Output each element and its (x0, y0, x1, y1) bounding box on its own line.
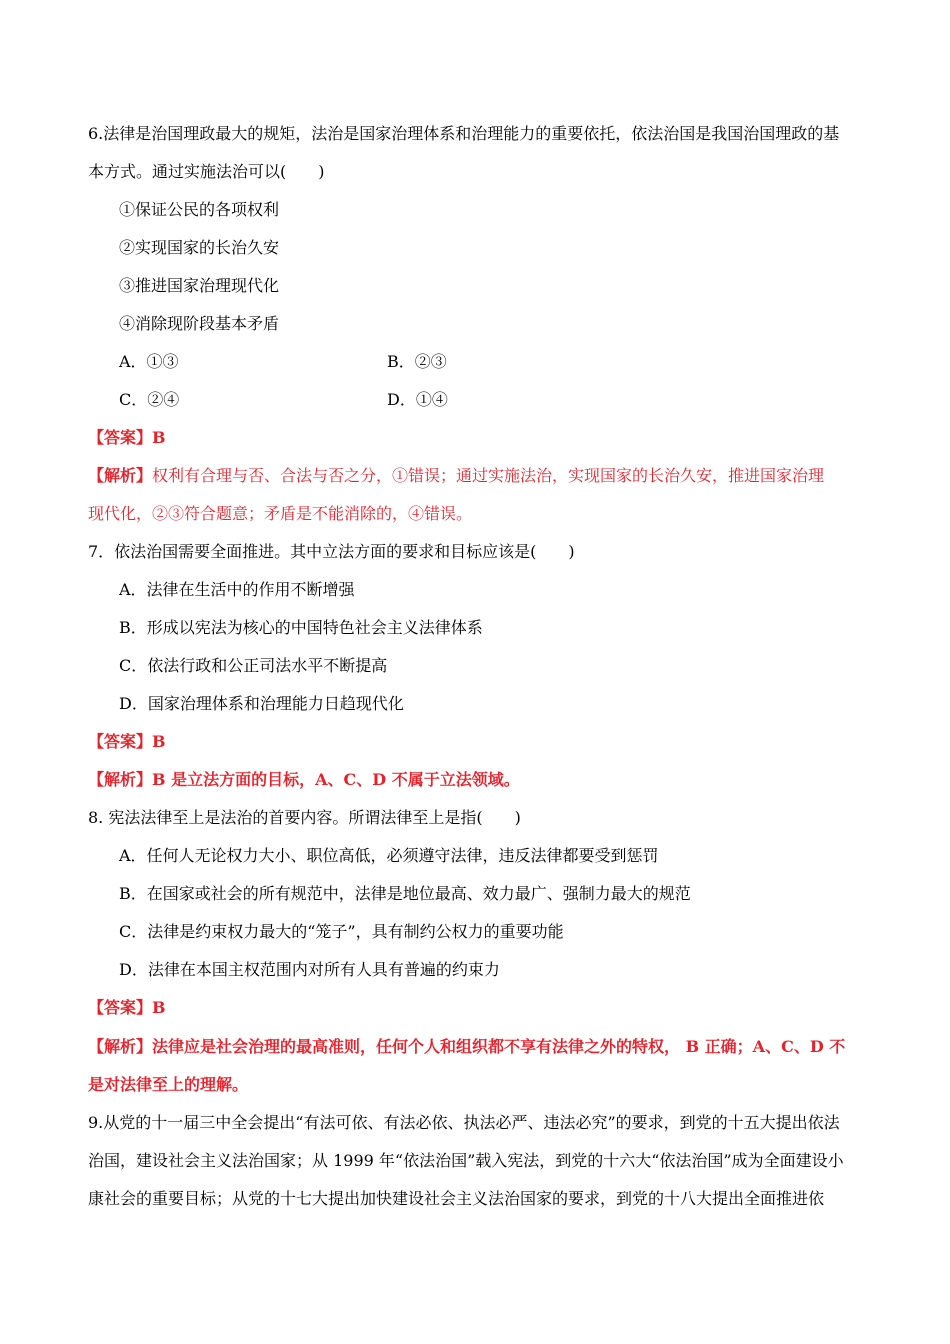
q6-analysis-tag: 【解析】 (88, 466, 153, 485)
q8-stem: 8. 宪法法律至上是法治的首要内容。所谓法律至上是指( ) (88, 808, 521, 827)
q7-stem: 7．依法治国需要全面推进。其中立法方面的要求和目标应该是( ) (88, 542, 575, 561)
q7-option-a: A．法律在生活中的作用不断增强 (119, 580, 355, 599)
q6-item-3: ③推进国家治理现代化 (119, 276, 280, 295)
q8-option-c: C．法律是约束权力最大的“笼子”，具有制约公权力的重要功能 (119, 922, 564, 941)
q6-option-a: A．①③ (119, 352, 179, 371)
q7-answer-value: B (152, 732, 166, 751)
q8-analysis-line2: 是对法律至上的理解。 (88, 1075, 249, 1094)
q6-option-d: D．①④ (387, 390, 448, 409)
q6-analysis-line1 (88, 466, 824, 486)
q6-stem-line2: 本方式。通过实施法治可以( ) (88, 162, 325, 181)
q9-stem-line3: 康社会的重要目标；从党的十七大提出加快建设社会主义法治国家的要求，到党的十八大提出全面推进依 (88, 1189, 825, 1208)
q6-answer-value: B (152, 428, 166, 447)
q6-option-b: B．②③ (387, 352, 447, 371)
q7-analysis-text: B 是立法方面的目标，A、C、D 不属于立法领域。 (152, 770, 520, 789)
q7-answer (88, 732, 166, 752)
q7-option-b: B．形成以宪法为核心的中国特色社会主义法律体系 (119, 618, 483, 637)
q7-analysis-tag: 【解析】 (88, 770, 153, 789)
q6-item-4: ④消除现阶段基本矛盾 (119, 314, 280, 333)
q8-answer-tag: 【答案】 (88, 998, 153, 1017)
q8-analysis-line1 (88, 1037, 845, 1057)
q9-stem-line2: 治国，建设社会主义法治国家；从 1999 年“依法治国”载入宪法，到党的十六大“依法治国”成为全面建设小 (88, 1151, 844, 1170)
q7-answer-tag: 【答案】 (88, 732, 153, 751)
q8-answer (88, 998, 166, 1018)
q8-option-a: A．任何人无论权力大小、职位高低，必须遵守法律，违反法律都要受到惩罚 (119, 846, 659, 865)
q8-answer-value: B (152, 998, 166, 1017)
q7-analysis (88, 770, 520, 790)
q6-analysis-line2: 现代化，②③符合题意；矛盾是不能消除的，④错误。 (88, 504, 473, 523)
q6-analysis-text1: 权利有合理与否、合法与否之分，①错误；通过实施法治，实现国家的长治久安，推进国家治理 (152, 466, 825, 485)
q6-option-c: C．②④ (119, 390, 180, 409)
q6-answer (88, 428, 166, 448)
q8-analysis-text1: 法律应是社会治理的最高准则，任何个人和组织都不享有法律之外的特权， B 正确；A、C、D 不 (152, 1037, 846, 1056)
q7-option-c: C．依法行政和公正司法水平不断提高 (119, 656, 388, 675)
q6-answer-tag: 【答案】 (88, 428, 153, 447)
q6-stem-line1: 6.法律是治国理政最大的规矩，法治是国家治理体系和治理能力的重要依托，依法治国是我国治国理政的基 (88, 124, 840, 143)
q6-item-1: ①保证公民的各项权利 (119, 200, 280, 219)
q8-option-b: B．在国家或社会的所有规范中，法律是地位最高、效力最广、强制力最大的规范 (119, 884, 691, 903)
q8-analysis-tag: 【解析】 (88, 1037, 153, 1056)
q6-item-2: ②实现国家的长治久安 (119, 238, 280, 257)
q8-option-d: D．法律在本国主权范围内对所有人具有普遍的约束力 (119, 960, 500, 979)
q7-option-d: D．国家治理体系和治理能力日趋现代化 (119, 694, 404, 713)
q9-stem-line1: 9.从党的十一届三中全会提出“有法可依、有法必依、执法必严、违法必究”的要求，到党的十五大提出依法 (88, 1113, 840, 1132)
